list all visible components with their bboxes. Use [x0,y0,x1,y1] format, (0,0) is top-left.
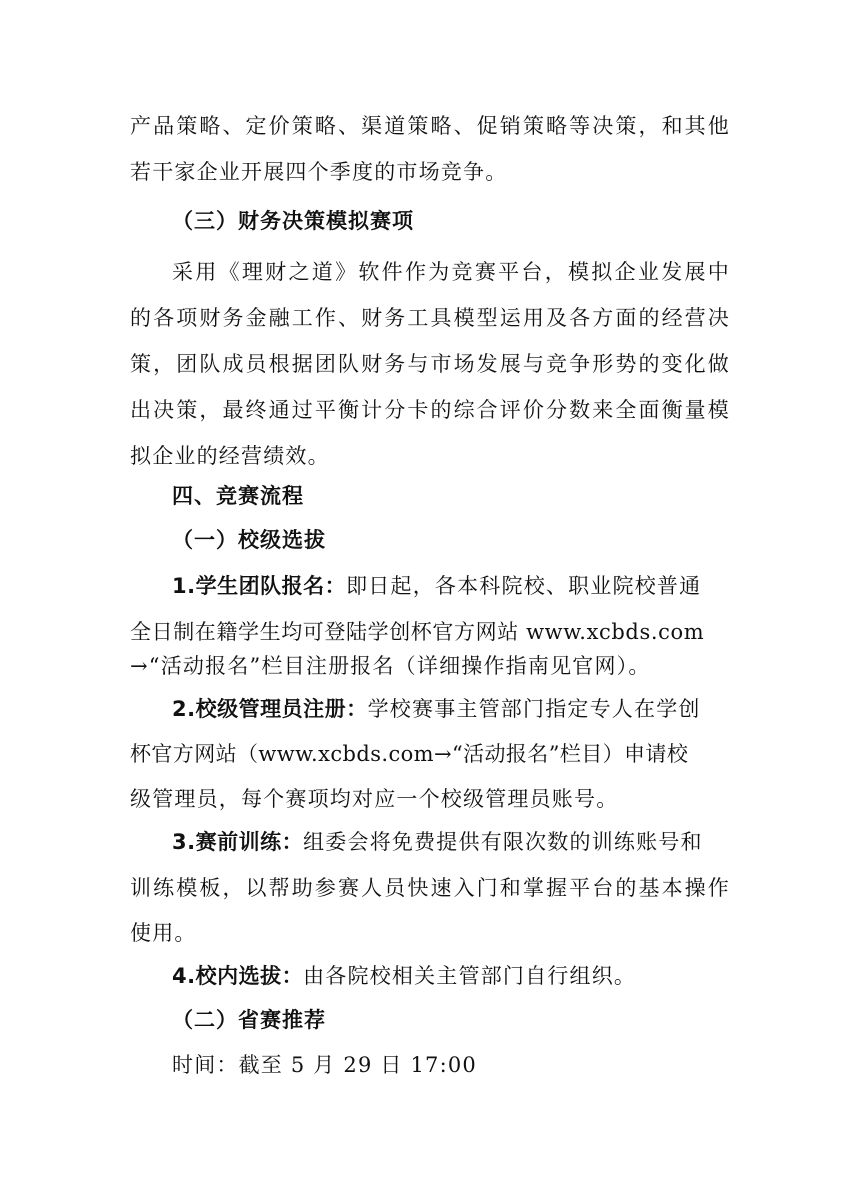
section-title: 四、竞赛流程 [172,484,304,508]
paragraph-line: 采用《理财之道》软件作为竞赛平台，模拟企业发展中 [172,260,730,284]
paragraph-line: 拟企业的经营绩效。 [130,444,330,468]
paragraph-line: 若干家企业开展四个季度的市场竞争。 [130,160,508,184]
list-item-line: 使用。 [130,921,197,945]
list-item-text: 学校赛事主管部门指定专人在学创 [367,697,701,721]
list-item-line: 杯官方网站（www.xcbds.com→“活动报名”栏目）申请校 [130,742,689,766]
list-item-line: 全日制在籍学生均可登陆学创杯官方网站 www.xcbds.com [130,620,705,644]
paragraph-line: 产品策略、定价策略、渠道策略、促销策略等决策，和其他 [130,114,730,138]
section-heading: （三）财务决策模拟赛项 [172,209,414,233]
list-item-line [172,826,730,858]
list-item-line [172,570,730,602]
list-item-line: 级管理员，每个赛项均对应一个校级管理员账号。 [130,787,619,811]
paragraph-line: 的各项财务金融工作、财务工具模型运用及各方面的经营决 [130,306,730,330]
list-item-line: →“活动报名”栏目注册报名（详细操作指南见官网）。 [130,654,651,678]
list-item-text: 由各院校相关主管部门自行组织。 [303,964,637,988]
subsection-title: （一）校级选拔 [172,528,326,552]
list-item-text: 组委会将免费提供有限次数的训练账号和 [303,830,703,854]
list-item-line [172,693,730,725]
list-item-label: 3.赛前训练： [172,830,304,854]
list-item-line: 训练模板，以帮助参赛人员快速入门和掌握平台的基本操作 [130,876,730,900]
paragraph-line: 出决策，最终通过平衡计分卡的综合评价分数来全面衡量模 [130,398,730,422]
list-item-text: 即日起，各本科院校、职业院校普通 [346,574,702,598]
list-item-line [172,960,730,992]
list-item-label: 4.校内选拔： [172,964,304,988]
time-line: 时间：截至 5 月 29 日 17:00 [172,1053,477,1077]
list-item-label: 1.学生团队报名： [172,574,347,598]
list-item-label: 2.校级管理员注册： [172,697,368,721]
subsection-title: （二）省赛推荐 [172,1008,326,1032]
paragraph-line: 策，团队成员根据团队财务与市场发展与竞争形势的变化做 [130,352,730,376]
